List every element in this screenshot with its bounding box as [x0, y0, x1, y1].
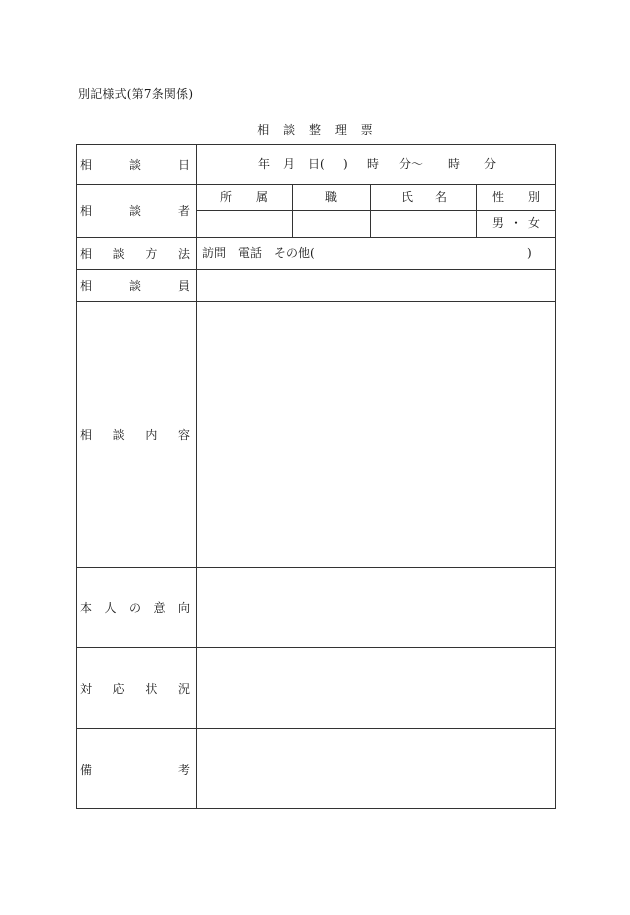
- header-char: 所: [220, 190, 233, 204]
- header-char: 氏: [401, 190, 414, 204]
- column-header-name: [401, 189, 447, 205]
- method-options[interactable]: 訪問 電話 その他(: [202, 246, 315, 260]
- label-char: 談: [112, 246, 125, 261]
- row-divider: [76, 184, 556, 185]
- label-char: 相: [80, 157, 93, 172]
- label-char: 談: [128, 203, 141, 218]
- form-title-char: 談: [283, 123, 296, 137]
- affiliation-field[interactable]: [197, 211, 292, 236]
- staff-field[interactable]: [197, 270, 555, 300]
- gender-options[interactable]: [492, 215, 540, 231]
- gender-female-option[interactable]: 女: [527, 216, 540, 230]
- label-char: 対: [80, 681, 93, 696]
- label-char: 考: [177, 762, 190, 777]
- header-char: 属: [255, 190, 268, 204]
- method-paren-close: ): [527, 246, 532, 260]
- label-char: 人: [104, 600, 117, 615]
- response-field[interactable]: [197, 648, 555, 727]
- label-staff: [80, 275, 190, 295]
- label-char: 方: [145, 246, 158, 261]
- time-end-hour: 時: [448, 157, 461, 171]
- label-char: 状: [145, 681, 158, 696]
- label-char: 談: [128, 278, 141, 293]
- label-consultation-method: [80, 243, 190, 263]
- form-title: [0, 121, 630, 138]
- time-end-minute: 分: [484, 157, 497, 171]
- label-char: 員: [177, 278, 190, 293]
- gender-separator: ・: [509, 216, 522, 230]
- column-header-gender: [492, 189, 540, 205]
- label-char: 相: [80, 427, 93, 442]
- row-divider: [76, 237, 556, 238]
- name-field[interactable]: [371, 211, 476, 236]
- form-title-char: 相: [257, 123, 270, 137]
- header-char: 別: [527, 190, 540, 204]
- label-char: 況: [177, 681, 190, 696]
- label-intention: [80, 597, 190, 617]
- position-field[interactable]: [293, 211, 370, 236]
- label-char: 応: [112, 681, 125, 696]
- date-month: 月: [283, 157, 296, 171]
- label-response-status: [80, 678, 190, 698]
- date-paren-close: ): [343, 157, 348, 171]
- label-remarks: [80, 759, 190, 779]
- time-start-minute: 分〜: [399, 157, 424, 171]
- label-consultation-date: [80, 154, 190, 174]
- date-day: 日(: [308, 157, 325, 171]
- form-title-char: 整: [308, 123, 321, 137]
- label-consultant: [80, 200, 190, 220]
- form-title-char: 理: [334, 123, 347, 137]
- label-char: 者: [177, 203, 190, 218]
- label-char: 談: [128, 157, 141, 172]
- date-year: 年: [258, 157, 271, 171]
- label-char: 備: [80, 762, 93, 777]
- label-char: 容: [177, 427, 190, 442]
- label-char: の: [128, 600, 141, 615]
- time-start-hour: 時: [367, 157, 380, 171]
- header-char: 名: [434, 190, 447, 204]
- column-divider: [476, 184, 477, 237]
- label-char: 法: [177, 246, 190, 261]
- gender-male-option[interactable]: 男: [492, 216, 505, 230]
- content-field[interactable]: [197, 302, 555, 566]
- label-char: 相: [80, 278, 93, 293]
- label-char: 談: [112, 427, 125, 442]
- label-char: 相: [80, 246, 93, 261]
- form-reference-note: 別記様式(第7条関係): [78, 87, 194, 101]
- label-consultation-content: [80, 424, 190, 444]
- column-header-position: 職: [325, 190, 338, 204]
- label-char: 内: [145, 427, 158, 442]
- label-char: 向: [177, 600, 190, 615]
- label-char: 意: [153, 600, 166, 615]
- label-char: 日: [177, 157, 190, 172]
- label-char: 本: [80, 600, 93, 615]
- label-char: 相: [80, 203, 93, 218]
- remarks-field[interactable]: [197, 729, 555, 808]
- intention-field[interactable]: [197, 568, 555, 646]
- form-title-char: 票: [360, 123, 373, 137]
- column-header-affiliation: [220, 189, 268, 205]
- header-char: 性: [492, 190, 505, 204]
